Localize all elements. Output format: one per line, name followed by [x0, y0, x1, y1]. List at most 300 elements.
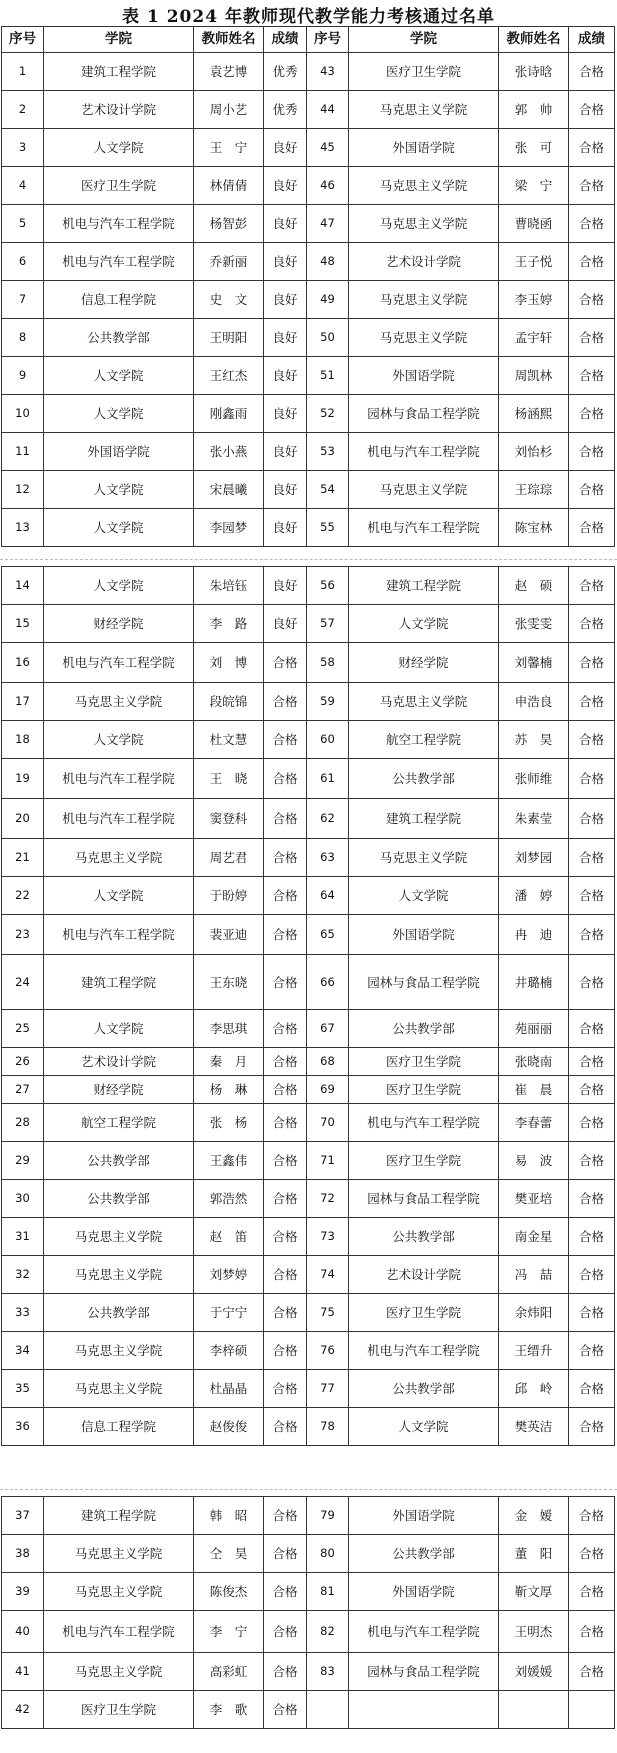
table-row — [2, 915, 615, 955]
cell-grade: 合格 — [569, 53, 615, 91]
cell-grade: 合格 — [569, 643, 615, 683]
cell-name: 潘 婷 — [499, 877, 569, 915]
cell-grade: 合格 — [569, 1104, 615, 1142]
cell-college: 机电与汽车工程学院 — [349, 509, 499, 547]
table-row — [2, 1104, 615, 1142]
table-row — [2, 1332, 615, 1370]
cell-name: 井璐楠 — [499, 955, 569, 1010]
cell-no: 51 — [307, 357, 349, 395]
table-row — [2, 1076, 615, 1104]
cell-no: 32 — [2, 1256, 44, 1294]
cell-college: 机电与汽车工程学院 — [44, 243, 194, 281]
cell-name: 杨 琳 — [194, 1076, 264, 1104]
table-row — [2, 1408, 615, 1446]
cell-name: 苏 昊 — [499, 721, 569, 759]
cell-name: 王明阳 — [194, 319, 264, 357]
cell-no: 53 — [307, 433, 349, 471]
cell-no: 33 — [2, 1294, 44, 1332]
results-table-part-3 — [1, 1496, 615, 1729]
cell-college: 公共教学部 — [44, 319, 194, 357]
cell-college: 园林与食品工程学院 — [349, 955, 499, 1010]
cell-name: 陈俊杰 — [194, 1573, 264, 1611]
cell-college: 园林与食品工程学院 — [349, 395, 499, 433]
cell-college: 建筑工程学院 — [44, 1497, 194, 1535]
cell-name: 冉 迪 — [499, 915, 569, 955]
cell-no: 36 — [2, 1408, 44, 1446]
cell-no: 78 — [307, 1408, 349, 1446]
table-row — [2, 1691, 615, 1729]
cell-grade: 良好 — [264, 281, 307, 319]
cell-no: 27 — [2, 1076, 44, 1104]
cell-name: 韩 昭 — [194, 1497, 264, 1535]
cell-name: 余炜阳 — [499, 1294, 569, 1332]
cell-college: 马克思主义学院 — [44, 1535, 194, 1573]
table-row — [2, 205, 615, 243]
cell-college: 建筑工程学院 — [349, 799, 499, 839]
cell-no: 66 — [307, 955, 349, 1010]
cell-college: 马克思主义学院 — [44, 1370, 194, 1408]
cell-grade: 合格 — [569, 1535, 615, 1573]
cell-no: 8 — [2, 319, 44, 357]
cell-name: 李春蕾 — [499, 1104, 569, 1142]
cell-college: 医疗卫生学院 — [349, 1294, 499, 1332]
cell-college: 财经学院 — [44, 605, 194, 643]
table-row — [2, 357, 615, 395]
cell-college: 马克思主义学院 — [44, 1332, 194, 1370]
cell-name: 杨智彭 — [194, 205, 264, 243]
cell-college: 人文学院 — [349, 1408, 499, 1446]
cell-grade: 合格 — [264, 1573, 307, 1611]
cell-college: 马克思主义学院 — [349, 471, 499, 509]
cell-name: 易 波 — [499, 1142, 569, 1180]
cell-no: 83 — [307, 1653, 349, 1691]
cell-college: 人文学院 — [44, 357, 194, 395]
cell-college: 医疗卫生学院 — [349, 1142, 499, 1180]
cell-no: 1 — [2, 53, 44, 91]
cell-name: 李园梦 — [194, 509, 264, 547]
cell-name: 邱 岭 — [499, 1370, 569, 1408]
cell-college: 机电与汽车工程学院 — [349, 433, 499, 471]
cell-name: 林倩倩 — [194, 167, 264, 205]
cell-no: 9 — [2, 357, 44, 395]
cell-name: 李 宁 — [194, 1611, 264, 1653]
cell-college: 马克思主义学院 — [44, 1653, 194, 1691]
cell-grade: 合格 — [569, 955, 615, 1010]
cell-college: 马克思主义学院 — [44, 1256, 194, 1294]
cell-no: 54 — [307, 471, 349, 509]
header-no: 序号 — [307, 27, 349, 53]
cell-name: 曹晓函 — [499, 205, 569, 243]
cell-no: 56 — [307, 567, 349, 605]
cell-college: 医疗卫生学院 — [349, 1048, 499, 1076]
cell-grade: 合格 — [569, 1370, 615, 1408]
cell-no: 30 — [2, 1180, 44, 1218]
cell-college: 马克思主义学院 — [349, 205, 499, 243]
cell-name: 王鑫伟 — [194, 1142, 264, 1180]
cell-college: 人文学院 — [44, 471, 194, 509]
table-row — [2, 1653, 615, 1691]
cell-college: 人文学院 — [44, 877, 194, 915]
table-row — [2, 683, 615, 721]
cell-name: 王东晓 — [194, 955, 264, 1010]
cell-name: 南金星 — [499, 1218, 569, 1256]
cell-college: 艺术设计学院 — [44, 91, 194, 129]
cell-college: 建筑工程学院 — [44, 955, 194, 1010]
table-row — [2, 643, 615, 683]
cell-grade: 合格 — [569, 605, 615, 643]
cell-name: 张晓南 — [499, 1048, 569, 1076]
cell-no: 40 — [2, 1611, 44, 1653]
cell-college: 人文学院 — [349, 605, 499, 643]
table-row — [2, 1497, 615, 1535]
cell-college: 机电与汽车工程学院 — [44, 759, 194, 799]
cell-name: 周艺君 — [194, 839, 264, 877]
table-row — [2, 433, 615, 471]
cell-no: 22 — [2, 877, 44, 915]
cell-no: 2 — [2, 91, 44, 129]
cell-college: 马克思主义学院 — [349, 167, 499, 205]
cell-grade: 合格 — [264, 759, 307, 799]
cell-grade: 合格 — [264, 1010, 307, 1048]
cell-grade: 合格 — [264, 1180, 307, 1218]
cell-name: 李 路 — [194, 605, 264, 643]
cell-name: 王 晓 — [194, 759, 264, 799]
cell-college: 信息工程学院 — [44, 1408, 194, 1446]
cell-grade: 合格 — [264, 1691, 307, 1729]
cell-name: 王缙升 — [499, 1332, 569, 1370]
cell-college: 园林与食品工程学院 — [349, 1180, 499, 1218]
cell-grade: 合格 — [264, 1408, 307, 1446]
table-row — [2, 605, 615, 643]
cell-no: 38 — [2, 1535, 44, 1573]
cell-no: 57 — [307, 605, 349, 643]
cell-college: 机电与汽车工程学院 — [349, 1611, 499, 1653]
cell-no: 20 — [2, 799, 44, 839]
cell-no: 73 — [307, 1218, 349, 1256]
cell-name: 段皖锦 — [194, 683, 264, 721]
table-row — [2, 243, 615, 281]
cell-no: 42 — [2, 1691, 44, 1729]
cell-no: 50 — [307, 319, 349, 357]
cell-college: 财经学院 — [44, 1076, 194, 1104]
cell-grade: 合格 — [264, 1076, 307, 1104]
cell-grade: 良好 — [264, 567, 307, 605]
cell-name: 周凯林 — [499, 357, 569, 395]
cell-name: 孟宇轩 — [499, 319, 569, 357]
header-college: 学院 — [349, 27, 499, 53]
cell-no: 81 — [307, 1573, 349, 1611]
cell-grade: 合格 — [569, 1332, 615, 1370]
cell-no: 49 — [307, 281, 349, 319]
cell-name: 赵 笛 — [194, 1218, 264, 1256]
cell-college: 外国语学院 — [349, 1573, 499, 1611]
cell-college: 艺术设计学院 — [349, 243, 499, 281]
cell-name: 赵俊俊 — [194, 1408, 264, 1446]
cell-college: 航空工程学院 — [349, 721, 499, 759]
cell-name: 梁 宁 — [499, 167, 569, 205]
cell-grade: 合格 — [264, 683, 307, 721]
cell-name: 张诗晗 — [499, 53, 569, 91]
cell-grade: 合格 — [569, 281, 615, 319]
cell-college: 马克思主义学院 — [349, 319, 499, 357]
cell-name: 靳文厚 — [499, 1573, 569, 1611]
cell-name: 杨涵熙 — [499, 395, 569, 433]
cell-no: 68 — [307, 1048, 349, 1076]
cell-no: 41 — [2, 1653, 44, 1691]
cell-no: 76 — [307, 1332, 349, 1370]
cell-no: 44 — [307, 91, 349, 129]
cell-no: 79 — [307, 1497, 349, 1535]
cell-name: 赵 硕 — [499, 567, 569, 605]
cell-name: 朱素莹 — [499, 799, 569, 839]
cell-no: 43 — [307, 53, 349, 91]
cell-name: 刘馨楠 — [499, 643, 569, 683]
cell-grade: 合格 — [264, 1294, 307, 1332]
results-table-part-1 — [1, 26, 615, 547]
cell-name: 金 嫒 — [499, 1497, 569, 1535]
cell-college: 航空工程学院 — [44, 1104, 194, 1142]
cell-grade: 合格 — [569, 1048, 615, 1076]
cell-no: 71 — [307, 1142, 349, 1180]
cell-no: 45 — [307, 129, 349, 167]
cell-college: 人文学院 — [349, 877, 499, 915]
cell-grade: 合格 — [569, 243, 615, 281]
cell-grade: 合格 — [569, 205, 615, 243]
cell-college: 机电与汽车工程学院 — [349, 1332, 499, 1370]
table-row — [2, 1180, 615, 1218]
cell-grade: 合格 — [569, 839, 615, 877]
header-name: 教师姓名 — [499, 27, 569, 53]
header-grade: 成绩 — [264, 27, 307, 53]
cell-no: 48 — [307, 243, 349, 281]
cell-college: 外国语学院 — [349, 357, 499, 395]
cell-grade: 合格 — [569, 129, 615, 167]
header-grade: 成绩 — [569, 27, 615, 53]
cell-no: 18 — [2, 721, 44, 759]
cell-no: 65 — [307, 915, 349, 955]
cell-college: 医疗卫生学院 — [349, 53, 499, 91]
cell-no: 7 — [2, 281, 44, 319]
cell-college: 人文学院 — [44, 1010, 194, 1048]
cell-college: 人文学院 — [44, 129, 194, 167]
cell-grade: 合格 — [569, 1653, 615, 1691]
table-row — [2, 1294, 615, 1332]
cell-no — [307, 1691, 349, 1729]
results-table-part-2 — [1, 566, 615, 1446]
cell-grade: 合格 — [569, 1294, 615, 1332]
cell-name: 王子悦 — [499, 243, 569, 281]
table-row — [2, 395, 615, 433]
cell-name — [499, 1691, 569, 1729]
cell-college: 外国语学院 — [349, 915, 499, 955]
table-row — [2, 799, 615, 839]
cell-college: 公共教学部 — [349, 1218, 499, 1256]
cell-grade: 合格 — [569, 433, 615, 471]
cell-grade: 合格 — [264, 1497, 307, 1535]
cell-grade: 合格 — [264, 1256, 307, 1294]
cell-college: 马克思主义学院 — [349, 91, 499, 129]
cell-college: 外国语学院 — [349, 1497, 499, 1535]
cell-grade: 良好 — [264, 471, 307, 509]
cell-grade: 合格 — [569, 1573, 615, 1611]
cell-name: 李玉婷 — [499, 281, 569, 319]
header-name: 教师姓名 — [194, 27, 264, 53]
cell-no: 72 — [307, 1180, 349, 1218]
cell-college: 艺术设计学院 — [349, 1256, 499, 1294]
cell-no: 19 — [2, 759, 44, 799]
cell-name: 杜文慧 — [194, 721, 264, 759]
cell-college: 公共教学部 — [44, 1180, 194, 1218]
cell-grade: 合格 — [264, 1104, 307, 1142]
cell-college: 马克思主义学院 — [44, 1218, 194, 1256]
cell-college: 机电与汽车工程学院 — [44, 799, 194, 839]
cell-no: 82 — [307, 1611, 349, 1653]
cell-college: 财经学院 — [349, 643, 499, 683]
cell-no: 37 — [2, 1497, 44, 1535]
table-row — [2, 509, 615, 547]
table-row — [2, 319, 615, 357]
cell-grade: 良好 — [264, 605, 307, 643]
cell-name: 刘媛媛 — [499, 1653, 569, 1691]
cell-grade: 合格 — [264, 799, 307, 839]
cell-grade: 合格 — [569, 471, 615, 509]
cell-grade: 合格 — [569, 167, 615, 205]
table-row — [2, 759, 615, 799]
cell-name: 樊英洁 — [499, 1408, 569, 1446]
cell-college: 人文学院 — [44, 509, 194, 547]
cell-college: 机电与汽车工程学院 — [44, 643, 194, 683]
table-row — [2, 1535, 615, 1573]
cell-grade: 合格 — [569, 319, 615, 357]
cell-name: 李 歌 — [194, 1691, 264, 1729]
cell-no: 11 — [2, 433, 44, 471]
cell-name: 张雯雯 — [499, 605, 569, 643]
cell-grade: 合格 — [264, 1048, 307, 1076]
cell-grade: 合格 — [569, 915, 615, 955]
table-title: 表 1 2024 年教师现代教学能力考核通过名单 — [122, 7, 495, 27]
cell-name: 张小燕 — [194, 433, 264, 471]
table-row — [2, 167, 615, 205]
cell-no: 55 — [307, 509, 349, 547]
cell-grade: 合格 — [264, 955, 307, 1010]
cell-college: 园林与食品工程学院 — [349, 1653, 499, 1691]
cell-name: 郭 帅 — [499, 91, 569, 129]
cell-college: 信息工程学院 — [44, 281, 194, 319]
cell-name: 刘怡杉 — [499, 433, 569, 471]
cell-grade: 合格 — [569, 721, 615, 759]
cell-grade: 优秀 — [264, 53, 307, 91]
table-row — [2, 1218, 615, 1256]
cell-college: 艺术设计学院 — [44, 1048, 194, 1076]
cell-no: 12 — [2, 471, 44, 509]
cell-no: 63 — [307, 839, 349, 877]
cell-no: 70 — [307, 1104, 349, 1142]
cell-name: 张 可 — [499, 129, 569, 167]
cell-no: 29 — [2, 1142, 44, 1180]
cell-name: 张师维 — [499, 759, 569, 799]
table-row — [2, 839, 615, 877]
cell-no: 3 — [2, 129, 44, 167]
table-row — [2, 877, 615, 915]
cell-grade: 合格 — [264, 1332, 307, 1370]
cell-name: 朱培钰 — [194, 567, 264, 605]
cell-no: 13 — [2, 509, 44, 547]
cell-grade: 合格 — [569, 509, 615, 547]
cell-no: 59 — [307, 683, 349, 721]
cell-grade: 良好 — [264, 205, 307, 243]
cell-grade: 合格 — [264, 721, 307, 759]
cell-college: 公共教学部 — [44, 1142, 194, 1180]
cell-name: 刚鑫雨 — [194, 395, 264, 433]
cell-grade: 合格 — [264, 915, 307, 955]
table-row — [2, 1370, 615, 1408]
cell-name: 周小艺 — [194, 91, 264, 129]
cell-grade: 合格 — [264, 643, 307, 683]
cell-name: 于盼婷 — [194, 877, 264, 915]
cell-name: 王 宁 — [194, 129, 264, 167]
cell-grade: 合格 — [569, 1180, 615, 1218]
cell-name: 杜晶晶 — [194, 1370, 264, 1408]
cell-name: 陈宝林 — [499, 509, 569, 547]
cell-no: 15 — [2, 605, 44, 643]
cell-no: 24 — [2, 955, 44, 1010]
cell-college: 马克思主义学院 — [349, 839, 499, 877]
cell-grade: 合格 — [569, 1408, 615, 1446]
cell-college: 医疗卫生学院 — [44, 1691, 194, 1729]
cell-no: 69 — [307, 1076, 349, 1104]
cell-name: 于宁宁 — [194, 1294, 264, 1332]
cell-grade: 合格 — [569, 567, 615, 605]
cell-no: 46 — [307, 167, 349, 205]
table-row — [2, 955, 615, 1010]
cell-no: 74 — [307, 1256, 349, 1294]
header-row — [2, 27, 615, 53]
cell-no: 39 — [2, 1573, 44, 1611]
table-row — [2, 281, 615, 319]
cell-no: 16 — [2, 643, 44, 683]
table-row — [2, 721, 615, 759]
cell-college: 建筑工程学院 — [349, 567, 499, 605]
cell-name: 王明杰 — [499, 1611, 569, 1653]
cell-no: 67 — [307, 1010, 349, 1048]
cell-college: 马克思主义学院 — [44, 1573, 194, 1611]
cell-college: 外国语学院 — [44, 433, 194, 471]
cell-grade: 良好 — [264, 395, 307, 433]
cell-grade: 合格 — [264, 1218, 307, 1256]
cell-grade: 合格 — [264, 1370, 307, 1408]
cell-college: 机电与汽车工程学院 — [44, 1611, 194, 1653]
cell-college: 机电与汽车工程学院 — [349, 1104, 499, 1142]
cell-grade: 合格 — [264, 1611, 307, 1653]
cell-grade: 合格 — [264, 839, 307, 877]
cell-grade: 合格 — [264, 1535, 307, 1573]
cell-grade: 合格 — [569, 1497, 615, 1535]
cell-no: 14 — [2, 567, 44, 605]
table-row — [2, 1573, 615, 1611]
cell-no: 61 — [307, 759, 349, 799]
cell-name: 刘 博 — [194, 643, 264, 683]
cell-grade: 合格 — [264, 1653, 307, 1691]
cell-grade: 良好 — [264, 357, 307, 395]
cell-name: 秦 月 — [194, 1048, 264, 1076]
cell-grade: 良好 — [264, 319, 307, 357]
cell-no: 6 — [2, 243, 44, 281]
cell-no: 31 — [2, 1218, 44, 1256]
header-no: 序号 — [2, 27, 44, 53]
cell-name: 窦登科 — [194, 799, 264, 839]
cell-grade: 合格 — [569, 799, 615, 839]
cell-no: 60 — [307, 721, 349, 759]
